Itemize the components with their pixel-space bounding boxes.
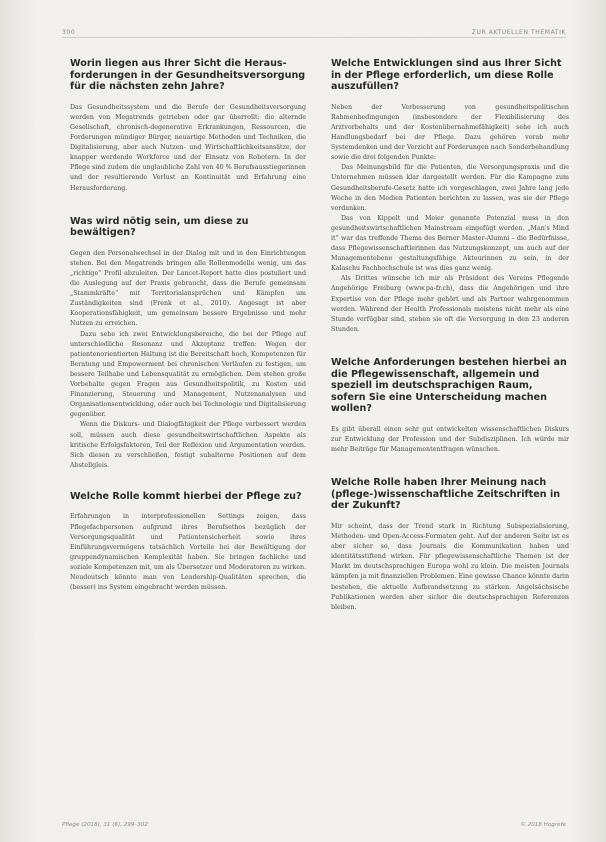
footer-publisher: © 2018 Hogrefe [520, 822, 566, 828]
section-role-of-nursing [70, 491, 306, 593]
paragraph: Es gibt überall einen sehr gut entwickelten wissenschaftlichen Diskurs zur Entwicklung der Profession und der Subdisziplinen. Ich würde mir mehr Beiträge für Managemententfragen wünschen. [331, 425, 569, 454]
section-challenges [70, 58, 306, 194]
paragraph: Das Gesundheitssystem und die Berufe der Gesundheitsversorgung werden von Megatrends getrieben oder gar überrollt: die alternde Gesellschaft, chronisch-degenerative Erkrankungen, Ressourcen, die Forderungen mündiger Bürger, neuartige Methoden und Techniken, die Digitalisierung, aber auch Nutzen- und Wirtschaftlichkeitsansätze, der knapper werdende Workforce und der Einsatz von Robotern. In der Pflege sind zudem die unglaubliche Zahl von 40 % Berufsausstiegerinnen und der resultierende Verlust an Kontinuität und Erfahrung eine Herausforderung. [70, 103, 306, 192]
paragraph: Das Meinungsbild für die Patienten, die Versorgungspraxis und die Unternehmen müssen klar dargestellt werden. Für die Kampagne zum Gesundheitsberufe-Gesetz hatte ich vorgeschlagen, zwei Jahre lang jede Woche in den Medien Patienten berichten zu lassen, was sie der Pflege verdanken. [331, 164, 569, 212]
paragraph: Neben der Verbesserung von gesundheitspolitischen Rahmenbedingungen (insbesondere der Flexibilisierung des Arztvorbehalts und der Kostenübernahmefähigkeit) sehe ich auch Handlungsbedarf bei der Pflege. Dazu gehören vorab mehr Systemdenken und der Verzicht auf Forderungen nach Sonderbehandlung sowie die drei folgenden Punkte: [331, 103, 569, 162]
left-column [70, 58, 306, 613]
section-mastering [70, 216, 306, 471]
section-heading: Welche Entwicklungen sind aus Ihrer Sicht in der Pflege erforderlich, um diese Rolle auszufüllen? [331, 58, 562, 93]
paragraph: Dazu sehe ich zwei Entwicklungsbereiche, die bei der Pflege auf unterschiedliche Resonanz und Akzeptanz treffen: Wegen der patientenorientierten Haltung ist die Bereitschaft hoch, Kompetenzen für Beratung und Empowerment bei chronischen Verläufen zu festigen, um bessere Teilhabe und Lebensqualität zu ermöglichen. Dem stehen große Vorbehalte gegen Fragen aus Gesundheitspolitik, zu Kosten und Finanzierung, Steuerung und Management, Nutzenanalysen und Organisationsentwicklung, oder auch bei Technologie und Digitalisierung gegenüber. [70, 330, 306, 419]
footer-citation: Pflege (2018), 31 (6), 299–302 [62, 822, 148, 828]
section-journals [331, 477, 569, 613]
running-head-title: ZUR AKTUELLEN THEMATIK [471, 29, 566, 36]
section-heading: Worin liegen aus Ihrer Sicht die Heraus-forderungen in der Gesundheitsversorgung für die nächsten zehn Jahre? [70, 58, 306, 93]
right-column [331, 58, 569, 633]
section-heading: Was wird nötig sein, um diese zu bewältigen? [70, 215, 249, 239]
paragraph: Erfahrungen in interprofessionellen Settings zeigen, dass Pflegefachpersonen aufgrund ihres Berufsethos bezüglich der Versorgungsqualität und Patientensicherheit sowie ihres Einführungsvermögens tatsächlich Vorteile bei der Bewältigung der gruppendynamischen Komplexität haben. Sie bringen fachliche und soziale Kompetenzen mit, um als Übersetzer und Moderatoren zu wirken. Neudeutsch könnte man von Leadership-Qualitäten sprechen, die (besser) ins System eingebracht werden müssen. [70, 513, 306, 592]
section-requirements [331, 357, 569, 455]
page-number: 300 [62, 29, 76, 36]
paragraph: Das von Kippelt und Meier genannte Potenzial muss in den gesundheitswirtschaftlichen Mainstream eingefügt werden. „Man's Mind it“ war das treffende Thema des Berner Master-Alumni – die Bedürfnisse, dass Pflegewissenschaftlerinnen das Nutzungskonzept, um auch auf der Managementebene gestaltungsfähige Akteurinnen zu sein, in der Kalaschu Fachhochschule ist was dies ganz wenig. [331, 214, 569, 273]
section-developments [331, 58, 569, 335]
section-heading: Welche Rolle haben Ihrer Meinung nach (pflege-)wissenschaftliche Zeitschriften in der Zukunft? [331, 477, 561, 512]
paragraph: Wenn die Diskurs- und Dialogfähigkeit der Pflege verbessert werden soll, müssen auch diese gesundheitswirtschaftlichen Aspekte als kritische Erfolgsfaktoren, Teil der Reflexion und Argumentation werden. Sich diesen zu verschließen, festigt subalterne Positionen auf dem Abstellgleis. [70, 421, 306, 469]
paragraph: Mir scheint, dass der Trend stark in Richtung Subspezialisierung, Methoden- und Open-Access-Formaten geht. Auf der anderen Seite ist es aber sicher so, dass Journals die Kommunikation haben und identitätsstiftend wirken. Für pflegewissenschaftliche Themen ist der Markt im deutschsprachigen Europa wohl zu klein. Die meisten Journals kämpfen ja mit finanziellen Problemen. Eine gewisse Chance könnte darin bestehen, die aktuelle Aufbrandsetzung zu stärken. Angelsächsische Publikationen werden aber sicher die deutschsprachigen Referenzen bleiben. [331, 522, 569, 611]
running-head [62, 29, 566, 38]
section-heading: Welche Rolle kommt hierbei der Pflege zu? [70, 490, 302, 502]
paragraph: Als Drittes wünsche ich mir als Präsident des Vereins Pflegende Angehörige Freiburg (www.pa-fr.ch), dass die Angehörigen und ihre Expertise von der Pflege mehr gehört und als Partner wahrgenommen werden. Während der Health Professionals meistens nicht mehr als eine Stunde verfügbar sind, stehen sie oft die Versorgung in den 23 anderen Stunden. [331, 275, 569, 333]
paragraph: Gegen den Personalwechsel in der Dialog mit und in den Einrichtungen stehen. Bei den Megatrends bringen alle Rollenmodelle wenig, um das „richtige“ Profil abzuleiten. Der Lancet-Report hatte dies postuliert und die Auslegung auf der Praxis gebraucht, dass die Berufe gemeinsam „Stammkräfte“ mit Territorialansprüchen und Kämpfen um Zuständigkeiten sind (Frenk et al., 2010). Angesagt ist aber Kooperationsfähigkeit, um gemeinsam bessere Ergebnisse und mehr Nutzen zu erreichen. [70, 249, 306, 328]
section-heading: Welche Anforderungen bestehen hierbei an die Pflegewissenschaft, allgemein und speziell im deutschsprachigen Raum, sofern Sie eine Unterscheidung machen wollen? [331, 356, 567, 415]
